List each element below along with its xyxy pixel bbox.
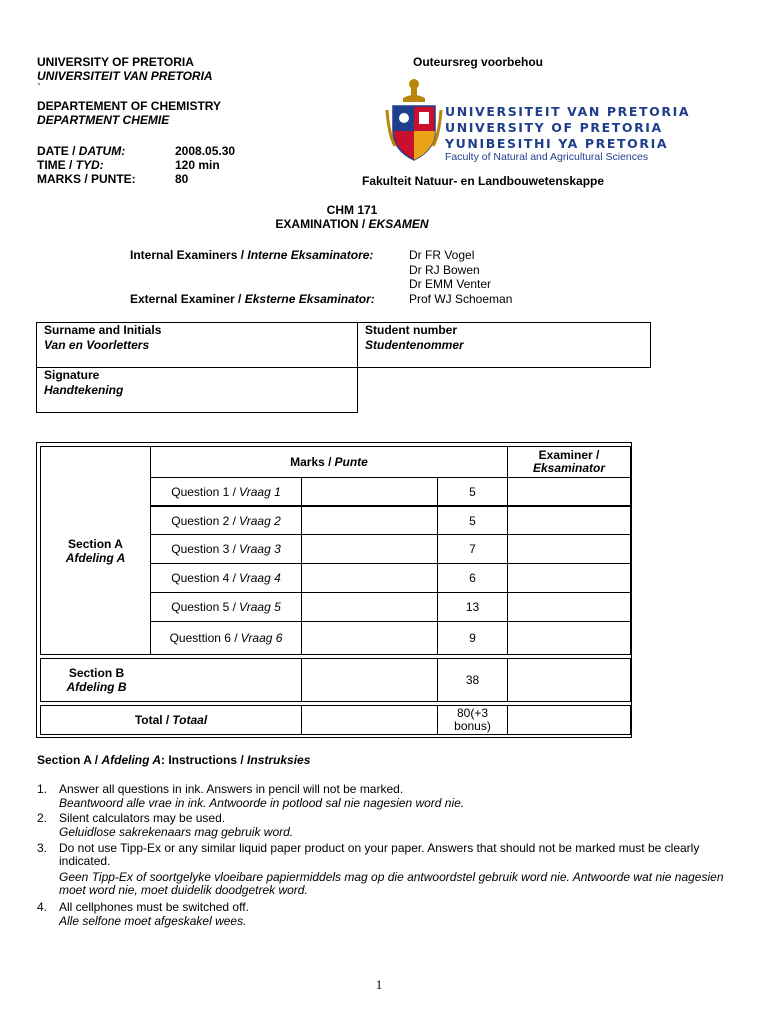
signature-label-af: Handtekening [44,383,124,397]
question-label-en: Question 3 / [171,542,236,556]
student-number-label-af: Studentenommer [365,338,464,352]
marks-value: 80 [175,172,189,186]
question-max-marks: 7 [437,534,508,564]
section-a-label-af: Afdeling A [65,550,126,565]
total-marks-line1: 80(+3 [456,706,489,720]
logo-line-en: UNIVERSITY OF PRETORIA [445,120,663,135]
instruction-text-af: Alle selfone moet afgeskakel wees. [59,914,247,928]
question-score-cell[interactable] [301,506,438,535]
question-label-en: Question 4 / [171,571,236,585]
external-examiner-name: Prof WJ Schoeman [409,292,513,306]
question-label-af: Vraag 2 [238,513,281,528]
question-score-cell[interactable] [301,477,438,506]
question-label-en: Question 5 / [171,600,236,614]
examiner-name: Dr FR Vogel [409,248,475,262]
logo-line-zu: YUNIBESITHI YA PRETORIA [445,136,669,151]
question-examiner-cell[interactable] [507,534,631,564]
instruction-text-en: All cellphones must be switched off. [59,900,249,914]
question-label-af: Vraag 3 [238,542,281,556]
question-score-cell[interactable] [301,563,438,593]
examiner-header-en: Examiner / [538,448,600,462]
examiner-header-af: Eksaminator [532,461,606,475]
instruction-text-af: Geen Tipp-Ex of soortgelyke vloeibare papiermiddels mag op die antwoordstel gebruik word nie. Antwoorde wat nie nagesien moet word nie, moet duidelik doodgetrek word. [59,870,724,897]
student-number-label-en: Student number [365,323,457,337]
crest-icon [385,76,443,164]
question-label-af: Vraag 4 [238,571,281,585]
surname-label-af: Van en Voorletters [44,338,150,352]
total-label: Total / Totaal [40,705,302,735]
question-label-af: Vraag 6 [240,631,283,645]
instruction-text-en: Answer all questions in ink. Answers in pencil will not be marked. [59,782,404,796]
question-examiner-cell[interactable] [507,477,631,506]
logo-faculty: Faculty of Natural and Agricultural Sciences [445,151,649,163]
internal-examiners-label: Internal Examiners / Interne Eksaminatore: [130,248,374,262]
question-label-en: Question 2 / [171,513,236,528]
total-score-cell[interactable] [301,705,438,735]
instruction-text-af: Beantwoord alle vrae in ink. Antwoorde in potlood sal nie nagesien word nie. [59,796,465,810]
question-label [150,534,302,564]
question-label [150,506,302,535]
examiner-name: Dr EMM Venter [409,277,492,291]
internal-examiners-list [409,248,491,292]
page-number: 1 [375,977,383,992]
date-value: 2008.05.30 [175,144,236,158]
instruction-text-af: Geluidlose sakrekenaars mag gebruik word. [59,825,294,839]
faculty-name-af: Fakulteit Natuur- en Landbouwetenskappe [362,174,605,188]
external-examiner-label: External Examiner / Eksterne Eksaminator: [130,292,375,306]
date-label: DATE / DATUM: [37,144,126,158]
department-en: DEPARTEMENT OF CHEMISTRY [37,99,222,113]
question-label [150,592,302,622]
marks-label: MARKS / PUNTE: [37,172,136,186]
question-max-marks: 5 [437,506,508,535]
question-max-marks: 6 [437,563,508,593]
section-b-score-cell[interactable] [301,658,438,702]
time-value: 120 min [175,158,220,172]
header-left [37,55,221,127]
question-examiner-cell[interactable] [507,506,631,535]
question-score-cell[interactable] [301,621,438,655]
question-label-af: Vraag 5 [238,600,281,614]
surname-label-en: Surname and Initials [44,323,162,337]
instruction-text-en: Silent calculators may be used. [59,811,226,825]
instructions-heading: Section A / Afdeling A: Instructions / Instruksies [37,753,311,767]
instruction-number: 1. [37,782,48,796]
question-examiner-cell[interactable] [507,563,631,593]
section-b-cell [40,658,302,702]
signature-label-en: Signature [44,368,100,382]
exam-title: EXAMINATION / EKSAMEN [275,217,429,231]
question-max-marks: 9 [437,621,508,655]
section-b-marks: 38 [437,658,508,702]
marks-table [36,442,632,738]
section-a-label-en: Section A [68,536,123,551]
time-label: TIME / TYD: [37,158,104,172]
instruction-number: 3. [37,841,48,855]
question-label-en: Questtion 6 / [169,631,238,645]
question-examiner-cell[interactable] [507,592,631,622]
marks-header: Marks / Punte [150,446,508,478]
section-a-cell [40,446,151,655]
instruction-number: 4. [37,900,48,914]
university-name-en: UNIVERSITY OF PRETORIA [37,55,194,69]
question-label [150,477,302,506]
university-logo [385,76,691,166]
question-max-marks: 13 [437,592,508,622]
question-examiner-cell[interactable] [507,621,631,655]
total-marks [437,705,508,735]
section-b-examiner-cell[interactable] [507,658,631,702]
surname-field[interactable] [36,322,358,368]
course-code: CHM 171 [326,203,378,217]
question-label [150,563,302,593]
section-b-label [41,666,152,694]
question-score-cell[interactable] [301,534,438,564]
examiner-name: Dr RJ Bowen [409,262,480,277]
question-label-en: Question 1 / [171,484,236,499]
student-number-field[interactable] [357,322,651,368]
examiner-header [507,446,631,478]
question-max-marks: 5 [437,477,508,506]
total-examiner-cell[interactable] [507,705,631,735]
signature-field[interactable] [36,367,358,413]
question-label [150,621,302,655]
instruction-number: 2. [37,811,48,825]
question-score-cell[interactable] [301,592,438,622]
section-b-label-en: Section B [68,666,125,680]
department-af: DEPARTMENT CHEMIE [37,113,170,127]
section-b-label-af: Afdeling B [66,680,127,694]
university-name-af: UNIVERSITEIT VAN PRETORIA [37,69,213,83]
stray-mark: ` [37,81,41,95]
total-marks-line2: bonus) [454,719,491,733]
instruction-text-en: Do not use Tipp-Ex or any similar liquid paper product on your paper. Answers that should not be marked must be clearly indicated. [59,841,700,868]
question-label-af: Vraag 1 [238,484,281,499]
logo-line-af: UNIVERSITEIT VAN PRETORIA [445,104,691,119]
copyright-notice: Outeursreg voorbehou [413,55,544,69]
